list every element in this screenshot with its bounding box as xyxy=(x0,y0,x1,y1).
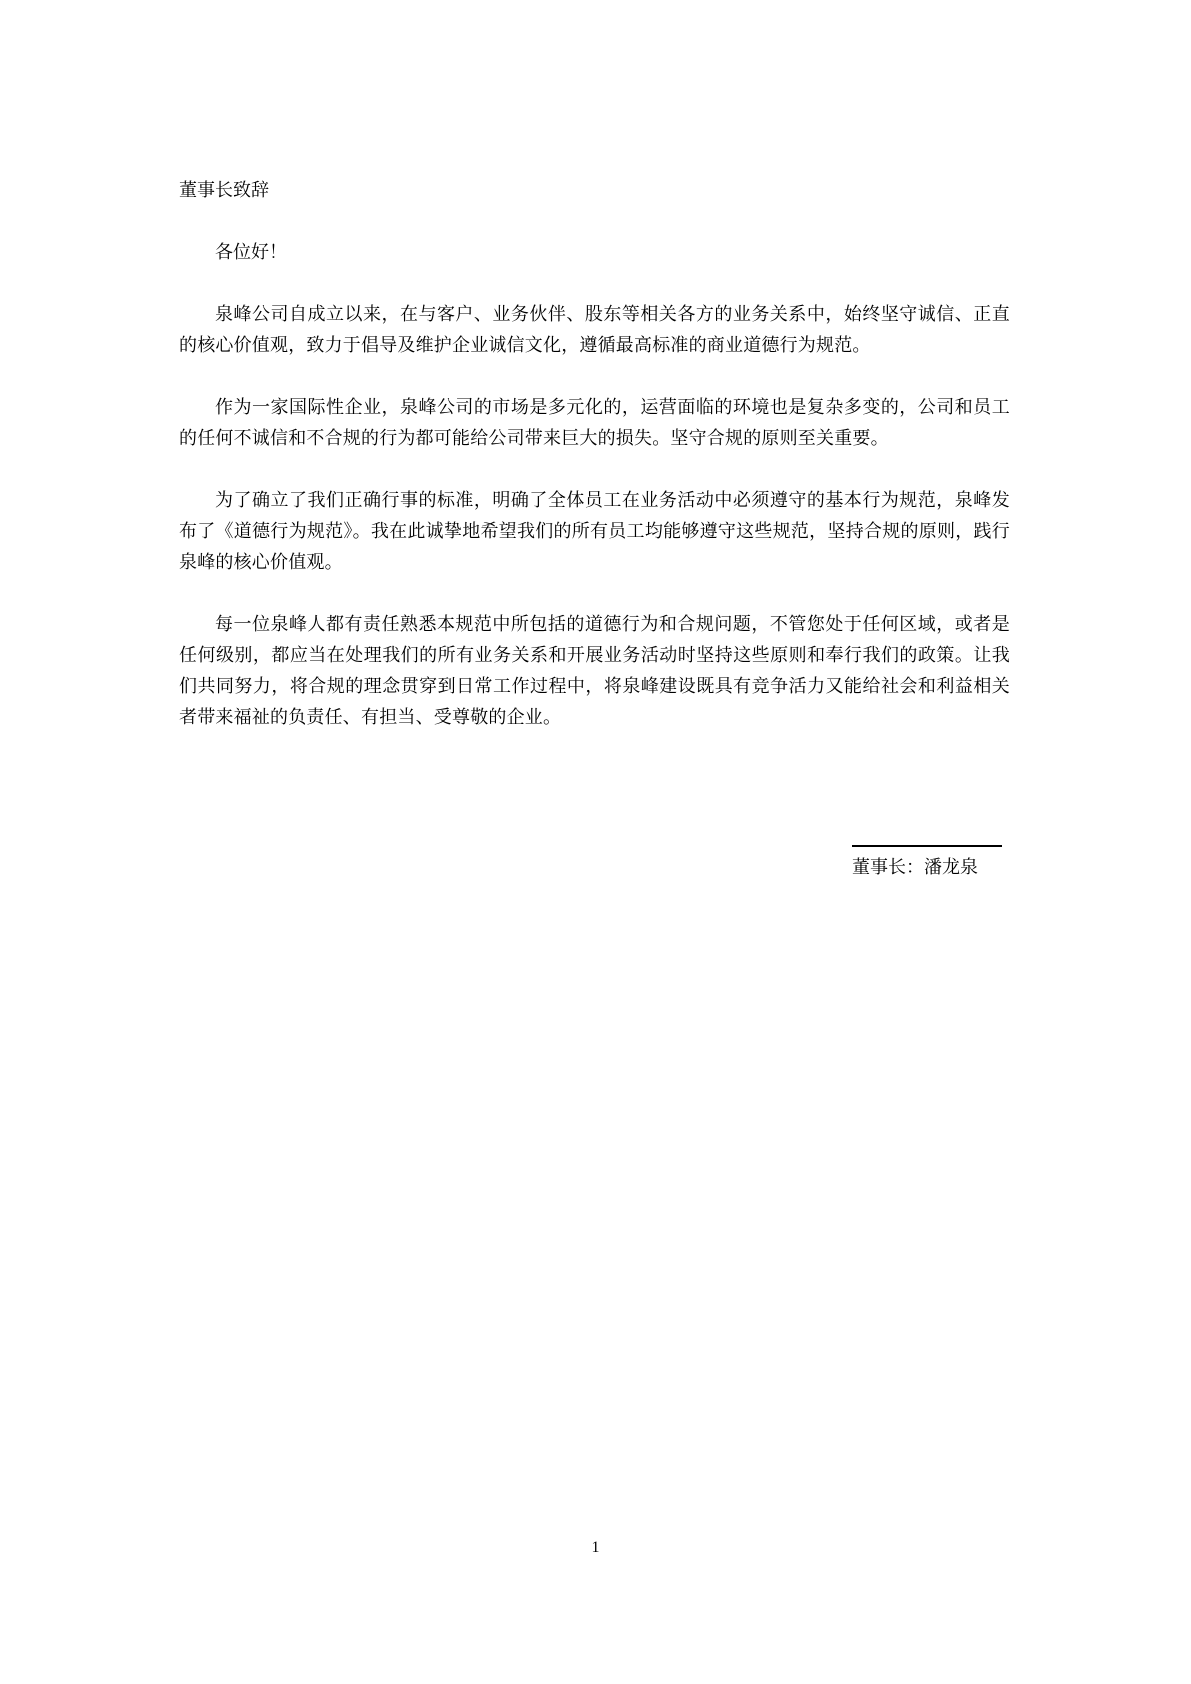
document-title: 董事长致辞 xyxy=(179,180,269,200)
signature-name: 董事长：潘龙泉 xyxy=(852,857,978,877)
paragraph-1: 泉峰公司自成立以来，在与客户、业务伙伴、股东等相关各方的业务关系中，始终坚守诚信、正直的核心价值观，致力于倡导及维护企业诚信文化，遵循最高标准的商业道德行为规范。 xyxy=(179,304,1010,355)
paragraph-4: 每一位泉峰人都有责任熟悉本规范中所包括的道德行为和合规问题，不管您处于任何区域，或者是任何级别，都应当在处理我们的所有业务关系和开展业务活动时坚持这些原则和奉行我们的政策。让我们共同努力，将合规的理念贯穿到日常工作过程中，将泉峰建设既具有竞争活力又能给社会和利益相关者带来福祉的负责任、有担当、受尊敬的企业。 xyxy=(179,614,1010,727)
signature-block xyxy=(852,845,1002,878)
greeting-line: 各位好！ xyxy=(215,242,287,262)
paragraph-3: 为了确立了我们正确行事的标准，明确了全体员工在业务活动中必须遵守的基本行为规范，泉峰发布了《道德行为规范》。我在此诚挚地希望我们的所有员工均能够遵守这些规范，坚持合规的原则，践行泉峰的核心价值观。 xyxy=(179,490,1010,572)
signature-line xyxy=(852,845,1002,847)
paragraph-2: 作为一家国际性企业，泉峰公司的市场是多元化的，运营面临的环境也是复杂多变的，公司和员工的任何不诚信和不合规的行为都可能给公司带来巨大的损失。坚守合规的原则至关重要。 xyxy=(179,397,1010,448)
page-number: 1 xyxy=(591,1539,600,1556)
document-body xyxy=(0,0,1191,733)
